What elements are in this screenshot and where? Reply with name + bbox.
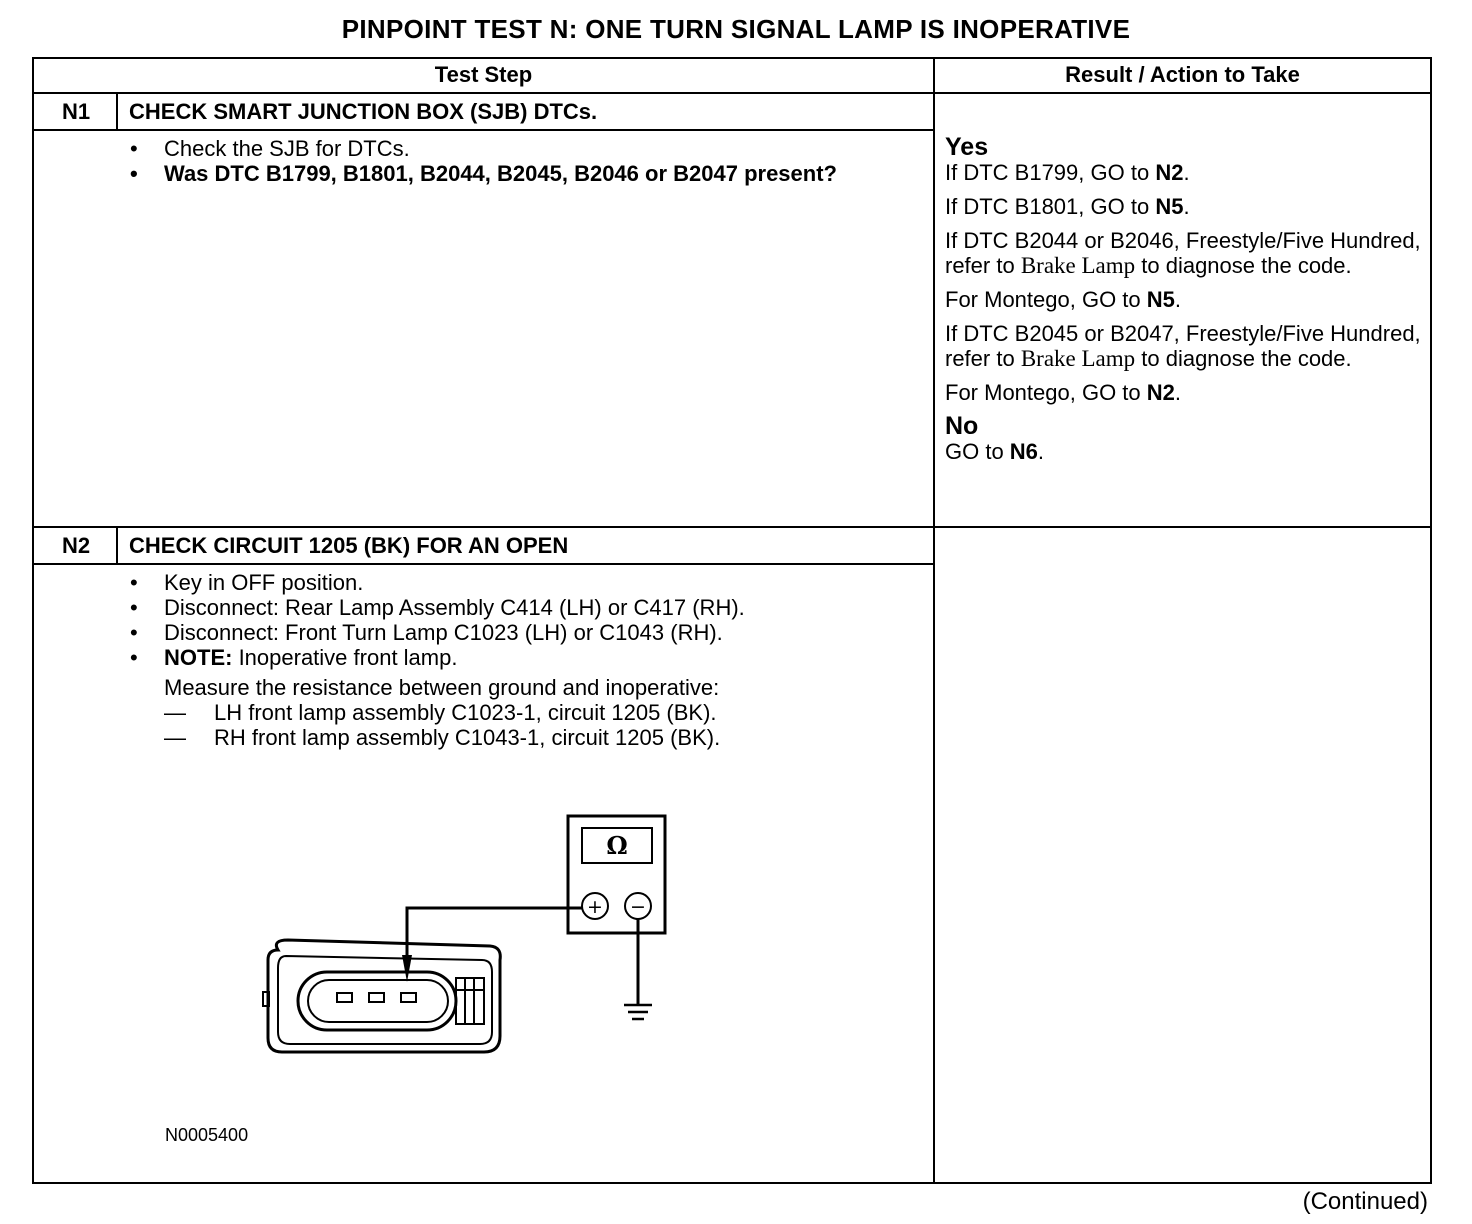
result-line: If DTC B2045 or B2047, Freestyle/Five Hundred, refer to Brake Lamp to diagnose the code.	[945, 321, 1421, 371]
step-ref-link[interactable]: N2	[1146, 380, 1175, 405]
ohmmeter-diagram	[220, 800, 680, 1060]
step-ref-link[interactable]: N6	[1009, 439, 1038, 464]
connector-pin-1	[401, 993, 416, 1002]
step-title-n2: CHECK CIRCUIT 1205 (BK) FOR AN OPEN	[129, 533, 569, 558]
result-line: For Montego, GO to N2.	[945, 380, 1181, 405]
ohm-symbol: Ω	[606, 831, 628, 860]
dash-item: — RH front lamp assembly C1043-1, circuit 1205 (BK).	[164, 725, 721, 750]
result-line: For Montego, GO to N5.	[945, 287, 1181, 312]
plus-sign: +	[587, 896, 603, 918]
bullet-item-note: • NOTE: Inoperative front lamp.	[130, 645, 458, 670]
figure-id: N0005400	[165, 1125, 249, 1145]
bullet-item: • Disconnect: Front Turn Lamp C1023 (LH) or C1043 (RH).	[130, 620, 723, 645]
result-line: If DTC B1801, GO to N5.	[945, 194, 1190, 219]
step-title-rule	[34, 129, 933, 131]
bullet-item: • Disconnect: Rear Lamp Assembly C414 (LH) or C417 (RH).	[130, 595, 745, 620]
connector-latch	[456, 978, 484, 1024]
step-id-divider	[116, 94, 118, 130]
yes-heading: Yes	[945, 133, 989, 161]
step-n2-instructions	[126, 570, 916, 750]
brake-lamp-link[interactable]: Brake Lamp	[1020, 253, 1136, 278]
result-line: If DTC B1799, GO to N2.	[945, 160, 1190, 185]
connector-pin-3	[337, 993, 352, 1002]
no-heading: No	[945, 412, 979, 440]
step-n1-instructions	[126, 136, 846, 186]
column-divider	[933, 59, 935, 1184]
step-ref-link[interactable]: N5	[1155, 194, 1184, 219]
connector-pin-2	[369, 993, 384, 1002]
result-n1	[945, 134, 1425, 464]
brake-lamp-link[interactable]: Brake Lamp	[1020, 346, 1136, 371]
step-id-n2: N2	[61, 533, 91, 558]
page-title: PINPOINT TEST N: ONE TURN SIGNAL LAMP IS INOPERATIVE	[341, 14, 1131, 44]
header-result-action: Result / Action to Take	[1065, 62, 1300, 87]
step-ref-link[interactable]: N5	[1146, 287, 1175, 312]
result-line: GO to N6.	[945, 439, 1045, 464]
step-title-n1: CHECK SMART JUNCTION BOX (SJB) DTCs.	[129, 99, 598, 124]
step-ref-link[interactable]: N2	[1155, 160, 1184, 185]
positive-lead	[407, 908, 582, 965]
continued-note: (Continued)	[1302, 1188, 1428, 1215]
header-rule	[34, 92, 1430, 94]
bullet-item: • Check the SJB for DTCs.	[130, 136, 410, 161]
connector-tab	[263, 992, 269, 1006]
step-title-rule	[34, 563, 933, 565]
bullet-item: • Key in OFF position.	[130, 570, 364, 595]
bullet-item-question: • Was DTC B1799, B1801, B2044, B2045, B2046 or B2047 present?	[130, 161, 837, 186]
minus-sign: −	[630, 896, 646, 918]
dash-item: — LH front lamp assembly C1023-1, circuit 1205 (BK).	[164, 700, 717, 725]
step-id-divider	[116, 528, 118, 564]
result-line: If DTC B2044 or B2046, Freestyle/Five Hundred, refer to Brake Lamp to diagnose the code.	[945, 228, 1421, 278]
step-id-n1: N1	[61, 99, 91, 124]
measure-instruction: Measure the resistance between ground and inoperative:	[164, 675, 720, 700]
header-test-step: Test Step	[434, 62, 533, 87]
step-separator	[34, 526, 1430, 528]
